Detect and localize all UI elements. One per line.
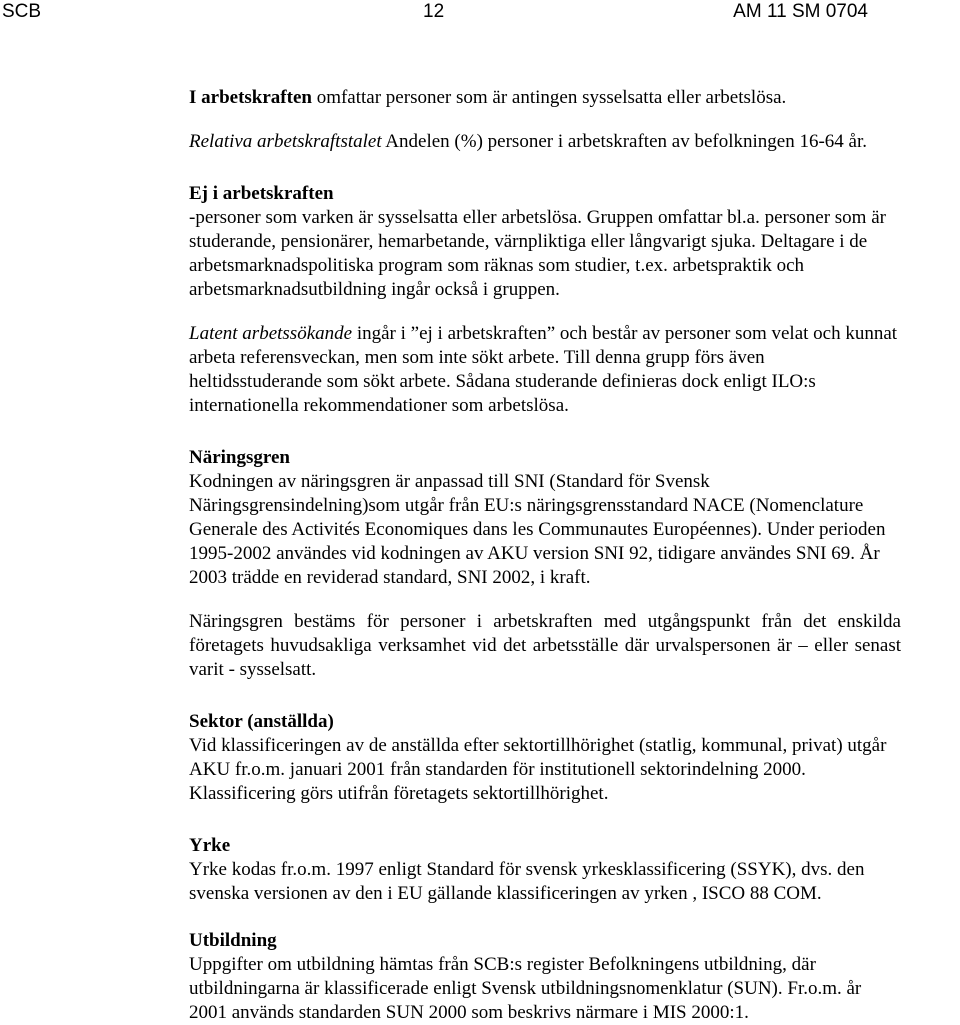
page-header <box>0 0 960 32</box>
activity-rate-term: Relativa arbetskraftstalet <box>189 131 382 152</box>
header-org: SCB <box>2 1 42 22</box>
sector-text: Vid klassificeringen av de anställda efter sektortillhörighet (statlig, kommunal, privat) utgår AKU fr.o.m. januari 2001 från standarden för institutionell sektorindelning 2000. Klassificering görs utifrån företagets sektortillhörighet. <box>189 735 887 804</box>
not-in-labor-section <box>189 182 901 302</box>
not-in-labor-title: Ej i arbetskraften <box>189 183 334 204</box>
industry-text: Kodningen av näringsgren är anpassad till SNI (Standard för Svensk Näringsgrensindelning)som utgår från EU:s näringsgrensstandard NACE (Nomenclature Generale des Activités Economiques dans les Communautes Européennes). Under perioden 1995-2002 användes vid kodningen av AKU version SNI 92, tidigare användes SNI 69. År 2003 trädde en reviderad standard, SNI 2002, i kraft. <box>189 471 886 588</box>
sector-section <box>189 710 901 806</box>
sector-title: Sektor (anställda) <box>189 711 334 732</box>
latent-jobseekers-term: Latent arbetssökande <box>189 323 353 344</box>
education-text: Uppgifter om utbildning hämtas från SCB:s register Befolkningens utbildning, där utbildningarna är klassificerade enligt Svensk utbildningsnomenklatur (SUN). Fr.o.m. år 2001 används standarden SUN 2000 som beskrivs närmare i MIS 2000:1. <box>189 954 862 1023</box>
not-in-labor-text: -personer som varken är sysselsatta eller arbetslösa. Gruppen omfattar bl.a. personer som är studerande, pensionärer, hemarbetande, värnpliktiga eller långvarigt sjuka. Deltagare i de arbetsmarknadspolitiska program som räknas som studier, t.ex. arbetspraktik och arbetsmarknadsutbildning ingår också i gruppen. <box>189 207 886 300</box>
activity-rate-text: Andelen (%) personer i arbetskraften av befolkningen 16-64 år. <box>381 131 867 152</box>
latent-jobseekers-paragraph <box>189 322 901 418</box>
activity-rate-definition <box>189 130 901 154</box>
industry-section <box>189 446 901 590</box>
occupation-text: Yrke kodas fr.o.m. 1997 enligt Standard för svensk yrkesklassificering (SSYK), dvs. den svenska versionen av den i EU gällande klassificeringen av yrken , ISCO 88 COM. <box>189 859 865 904</box>
occupation-title: Yrke <box>189 835 231 856</box>
occupation-section <box>189 834 901 906</box>
industry-title: Näringsgren <box>189 447 290 468</box>
report-id: AM 11 SM 0704 <box>733 1 868 22</box>
education-section <box>189 929 901 1025</box>
industry-paragraph-2: Näringsgren bestäms för personer i arbetskraften med utgångspunkt från det enskilda företagets huvudsakliga verksamhet vid det arbetsställe där urvalspersonen är – eller senast varit - sysselsatt. <box>189 611 901 680</box>
labor-force-definition <box>189 86 901 110</box>
education-title: Utbildning <box>189 930 277 951</box>
labor-force-text: omfattar personer som är antingen sysselsatta eller arbetslösa. <box>311 87 787 108</box>
latent-jobseekers-text: ingår i ”ej i arbetskraften” och består av personer som velat och kunnat arbeta referensveckan, men som inte sökt arbete. Till denna grupp förs även heltidsstuderande som sökt arbete. Sådana studerande definieras dock enligt ILO:s internationella rekommendationer som arbetslösa. <box>189 323 898 416</box>
document-body <box>189 86 901 1025</box>
page-number: 12 <box>423 1 445 22</box>
labor-force-term: I arbetskraften <box>189 87 312 108</box>
